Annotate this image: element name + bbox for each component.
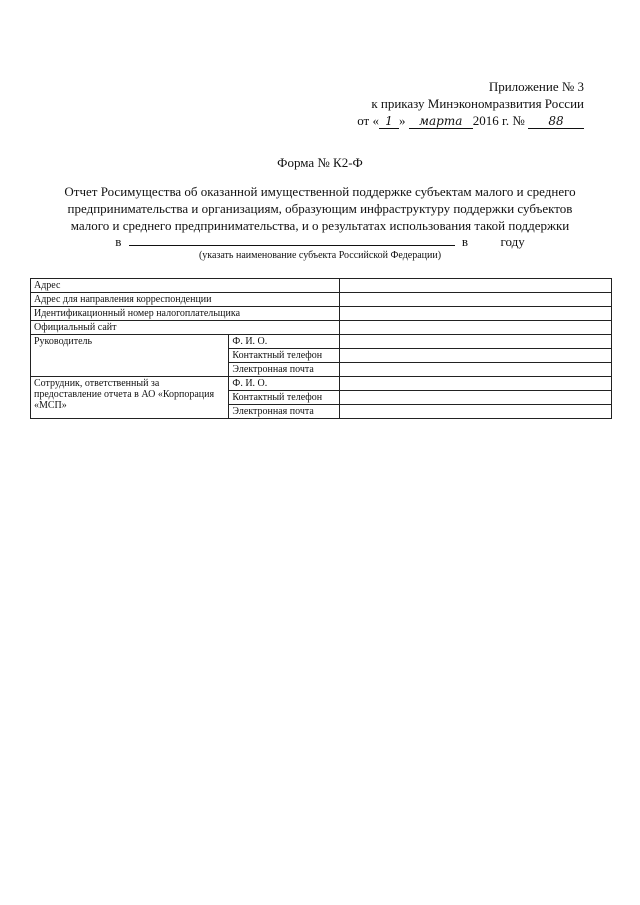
order-reference: к приказу Минэкономразвития России — [371, 96, 584, 111]
responsible-email-label: Электронная почта — [229, 405, 340, 419]
region-blank-line — [129, 233, 455, 246]
handwritten-order-number: 88 — [528, 115, 584, 129]
head-fio-value — [340, 335, 612, 349]
responsible-label: Сотрудник, ответственный за предоставление отчета в АО «Корпорация «МСП» — [31, 377, 229, 419]
responsible-fio-label: Ф. И. О. — [229, 377, 340, 391]
head-phone-value — [340, 349, 612, 363]
head-phone-label: Контактный телефон — [229, 349, 340, 363]
year-and-number-label: 2016 г. № — [472, 113, 525, 128]
head-email-label: Электронная почта — [229, 363, 340, 377]
table-row — [31, 279, 612, 293]
report-title: Отчет Росимущества об оказанной имущественной поддержке субъектам малого и среднего предпринимательства и организациям, образующим инфраструктуру поддержки субъектов малого и среднего предпринимательства, и о результатах использования такой поддержки — [64, 184, 576, 233]
responsible-phone-value — [340, 391, 612, 405]
form-title: Форма № К2-Ф — [277, 155, 363, 170]
head-label: Руководитель — [31, 335, 229, 377]
website-value — [340, 321, 612, 335]
table-row — [31, 377, 612, 391]
responsible-fio-value — [340, 377, 612, 391]
address-value — [340, 279, 612, 293]
inn-value — [340, 307, 612, 321]
order-date-line — [357, 112, 584, 129]
contact-info-table — [30, 278, 612, 419]
region-prefix: в — [115, 234, 122, 249]
table-row — [31, 293, 612, 307]
head-email-value — [340, 363, 612, 377]
address-label: Адрес — [31, 279, 340, 293]
head-fio-label: Ф. И. О. — [229, 335, 340, 349]
correspondence-address-value — [340, 293, 612, 307]
responsible-phone-label: Контактный телефон — [229, 391, 340, 405]
correspondence-address-label: Адрес для направления корреспонденции — [31, 293, 340, 307]
region-caption: (указать наименование субъекта Российской Федерации) — [198, 250, 442, 261]
table-row — [31, 321, 612, 335]
appendix-number: Приложение № 3 — [488, 79, 584, 94]
website-label: Официальный сайт — [31, 321, 340, 335]
inn-label: Идентификационный номер налогоплательщика — [31, 307, 340, 321]
handwritten-day: 1 — [379, 115, 399, 129]
region-year-line — [0, 233, 640, 250]
date-quote-close: » — [398, 113, 406, 128]
region-suffix: году — [500, 234, 525, 249]
region-middle: в — [461, 234, 469, 249]
date-prefix: от « — [357, 113, 379, 128]
appendix-header — [357, 78, 584, 129]
table-row — [31, 307, 612, 321]
table-row — [31, 335, 612, 349]
handwritten-month: марта — [409, 115, 473, 129]
responsible-email-value — [340, 405, 612, 419]
